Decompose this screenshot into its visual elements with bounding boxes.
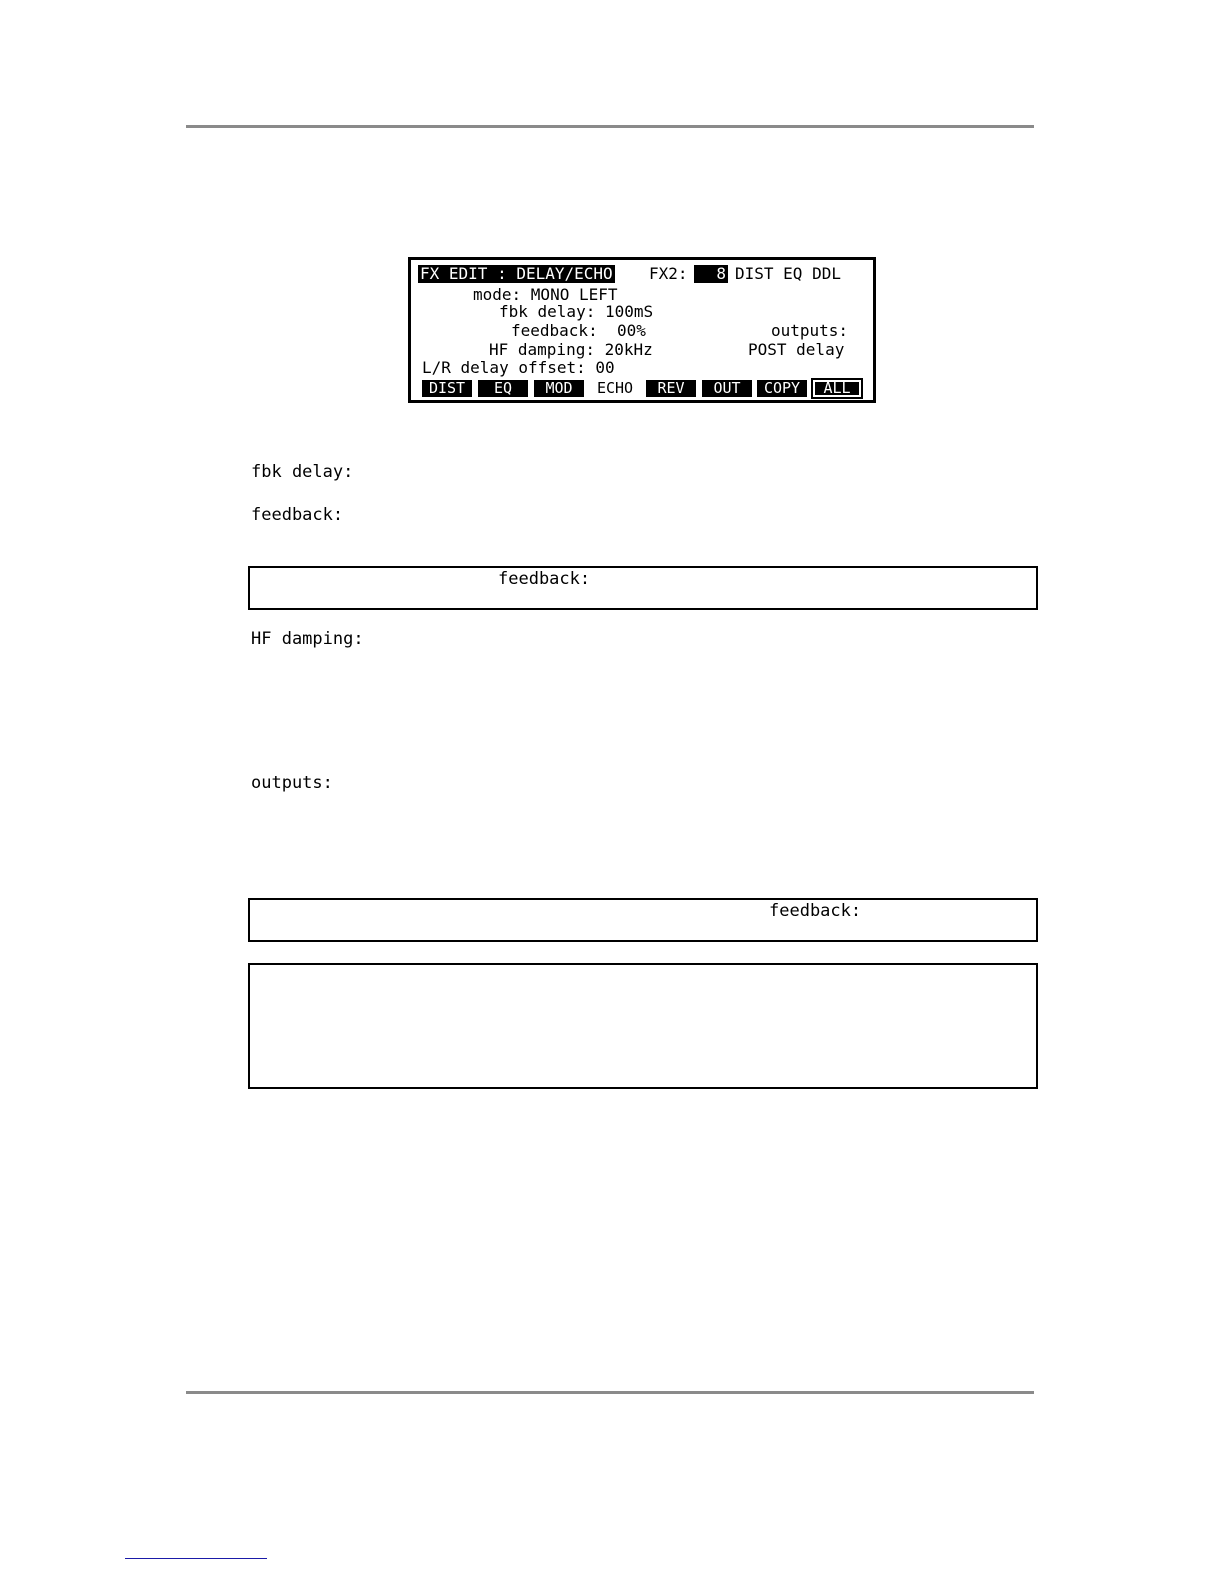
lcd-mode-field[interactable]: mode: MONO LEFT: [473, 285, 618, 304]
lcd-outputs-label: outputs:: [771, 321, 849, 340]
note-box-empty: [248, 963, 1038, 1089]
softkey-eq[interactable]: EQ: [478, 380, 528, 397]
param-fbk-delay-heading: fbk delay:: [251, 462, 354, 482]
lcd-feedback-field[interactable]: feedback: 00%: [511, 321, 646, 340]
lcd-outputs-field[interactable]: POST delay: [748, 340, 845, 359]
param-outputs-heading: outputs:: [251, 773, 333, 793]
softkey-dist[interactable]: DIST: [422, 380, 472, 397]
softkey-all[interactable]: ALL: [813, 380, 861, 397]
note-box-feedback-2: [248, 898, 1038, 942]
softkey-rev[interactable]: REV: [646, 380, 696, 397]
softkey-mod[interactable]: MOD: [534, 380, 584, 397]
lcd-fx2-value[interactable]: 8: [694, 265, 728, 283]
param-feedback-heading: feedback:: [251, 505, 344, 525]
lcd-fx2-label: FX2:: [649, 264, 688, 283]
lcd-fbk-delay-field[interactable]: fbk delay: 100mS: [499, 302, 654, 321]
note-box-feedback: [248, 566, 1038, 610]
footer-link-underline[interactable]: [125, 1558, 267, 1559]
lcd-screen: [408, 257, 876, 403]
lcd-page-title: FX EDIT : DELAY/ECHO: [420, 264, 613, 283]
softkey-copy[interactable]: COPY: [757, 380, 807, 397]
lcd-hf-damping-field[interactable]: HF damping: 20kHz: [489, 340, 653, 359]
softkey-out[interactable]: OUT: [702, 380, 752, 397]
note-box-feedback-2-label: feedback:: [769, 901, 862, 921]
param-hf-damping-heading: HF damping:: [251, 629, 364, 649]
header-rule: [186, 125, 1034, 128]
lcd-fx2-name: DIST EQ DDL: [735, 264, 841, 283]
footer-rule: [186, 1391, 1034, 1394]
softkey-echo[interactable]: ECHO: [590, 380, 640, 397]
lcd-lr-offset-field[interactable]: L/R delay offset: 00: [422, 358, 615, 377]
note-box-feedback-label: feedback:: [498, 569, 591, 589]
